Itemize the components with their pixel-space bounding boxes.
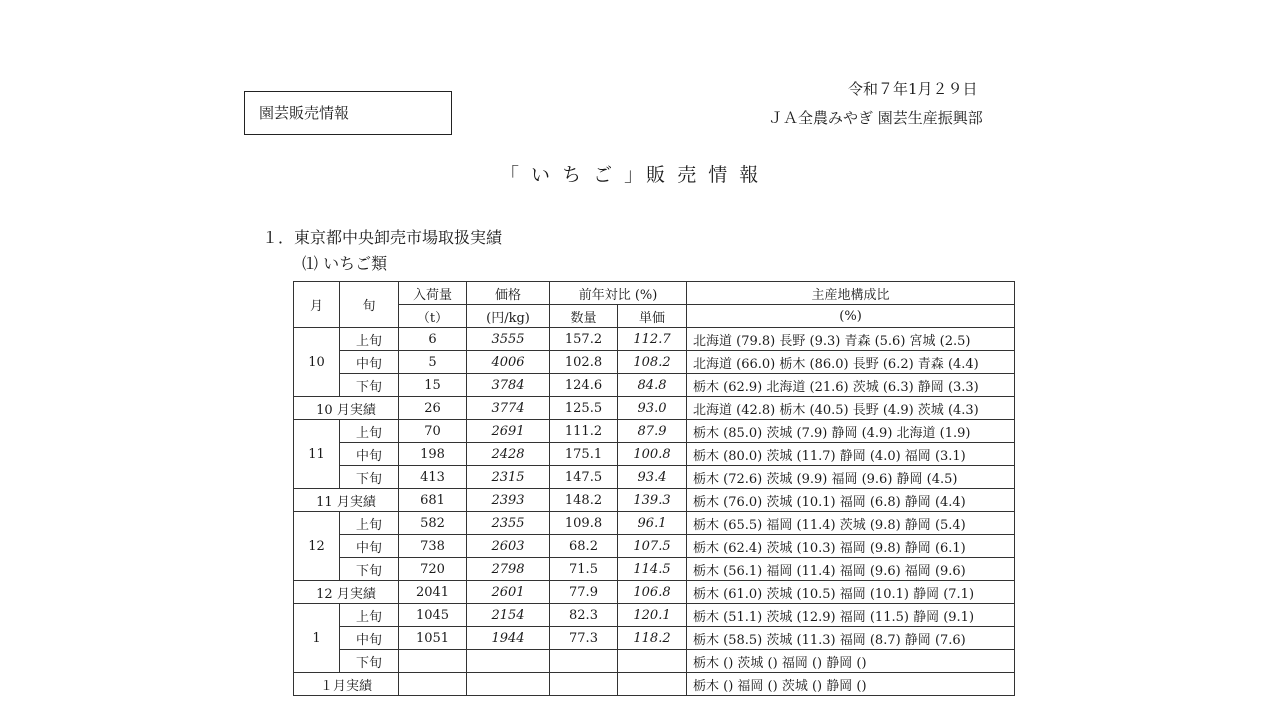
- document-date: 令和７年1月２９日: [848, 80, 978, 98]
- yoy-qty-cell: 109.8: [550, 512, 618, 535]
- table-row: [294, 512, 1015, 535]
- volume-cell: 26: [399, 397, 467, 420]
- section-heading: １．東京都中央卸売市場取扱実績: [262, 228, 503, 247]
- yoy-price-cell: 84.8: [618, 374, 687, 397]
- yoy-price-cell: 114.5: [618, 558, 687, 581]
- total-label-cell: １月実績: [294, 673, 399, 696]
- yoy-price-cell: 107.5: [618, 535, 687, 558]
- header-period: 旬: [340, 282, 399, 328]
- total-row: [294, 489, 1015, 512]
- origin-cell: 栃木 (85.0) 茨城 (7.9) 静岡 (4.9) 北海道 (1.9): [687, 420, 1015, 443]
- yoy-qty-cell: 68.2: [550, 535, 618, 558]
- header-volume: 入荷量: [399, 282, 467, 305]
- period-cell: 下旬: [340, 650, 399, 673]
- yoy-price-cell: 108.2: [618, 351, 687, 374]
- origin-cell: 栃木 (58.5) 茨城 (11.3) 福岡 (8.7) 静岡 (7.6): [687, 627, 1015, 650]
- header-volume-unit: （t）: [399, 305, 467, 328]
- yoy-qty-cell: 147.5: [550, 466, 618, 489]
- price-cell: 1944: [467, 627, 550, 650]
- category-label-box: 園芸販売情報: [244, 91, 452, 135]
- period-cell: 下旬: [340, 558, 399, 581]
- header-month: 月: [294, 282, 340, 328]
- volume-cell: 5: [399, 351, 467, 374]
- table-row: [294, 374, 1015, 397]
- yoy-qty-cell: 71.5: [550, 558, 618, 581]
- origin-cell: 栃木 () 福岡 () 茨城 () 静岡 (): [687, 673, 1015, 696]
- yoy-qty-cell: [550, 650, 618, 673]
- volume-cell: 6: [399, 328, 467, 351]
- yoy-price-cell: 93.0: [618, 397, 687, 420]
- price-cell: 2603: [467, 535, 550, 558]
- volume-cell: 720: [399, 558, 467, 581]
- total-row: [294, 581, 1015, 604]
- table-row: [294, 443, 1015, 466]
- period-cell: 中旬: [340, 351, 399, 374]
- yoy-qty-cell: 175.1: [550, 443, 618, 466]
- volume-cell: 1051: [399, 627, 467, 650]
- month-cell: 1: [294, 604, 340, 673]
- total-row: [294, 397, 1015, 420]
- organization-name: ＪＡ全農みやぎ 園芸生産振興部: [768, 109, 983, 127]
- volume-cell: [399, 650, 467, 673]
- yoy-price-cell: 120.1: [618, 604, 687, 627]
- table-body: [294, 328, 1015, 696]
- price-cell: 3555: [467, 328, 550, 351]
- period-cell: 下旬: [340, 374, 399, 397]
- subsection-heading: ⑴ いちご類: [302, 254, 388, 273]
- period-cell: 上旬: [340, 420, 399, 443]
- header-yoy-price: 単価: [618, 305, 687, 328]
- table-row: [294, 420, 1015, 443]
- table-row: [294, 535, 1015, 558]
- period-cell: 上旬: [340, 512, 399, 535]
- table-row: [294, 604, 1015, 627]
- price-cell: 2154: [467, 604, 550, 627]
- sales-results-table: [293, 281, 1015, 696]
- volume-cell: 413: [399, 466, 467, 489]
- total-label-cell: 11 月実績: [294, 489, 399, 512]
- volume-cell: 738: [399, 535, 467, 558]
- month-cell: 12: [294, 512, 340, 581]
- period-cell: 上旬: [340, 604, 399, 627]
- price-cell: [467, 673, 550, 696]
- yoy-price-cell: [618, 650, 687, 673]
- yoy-price-cell: 118.2: [618, 627, 687, 650]
- origin-cell: 栃木 (56.1) 福岡 (11.4) 福岡 (9.6) 福岡 (9.6): [687, 558, 1015, 581]
- price-cell: 2393: [467, 489, 550, 512]
- origin-cell: 栃木 (62.9) 北海道 (21.6) 茨城 (6.3) 静岡 (3.3): [687, 374, 1015, 397]
- price-cell: [467, 650, 550, 673]
- yoy-qty-cell: 102.8: [550, 351, 618, 374]
- table-row: [294, 558, 1015, 581]
- yoy-qty-cell: 148.2: [550, 489, 618, 512]
- table-row: [294, 466, 1015, 489]
- header-price: 価格: [467, 282, 550, 305]
- period-cell: 上旬: [340, 328, 399, 351]
- origin-cell: 栃木 (80.0) 茨城 (11.7) 静岡 (4.0) 福岡 (3.1): [687, 443, 1015, 466]
- document-title: 「 い ち ご 」販 売 情 報: [500, 164, 762, 186]
- yoy-price-cell: 112.7: [618, 328, 687, 351]
- origin-cell: 栃木 (76.0) 茨城 (10.1) 福岡 (6.8) 静岡 (4.4): [687, 489, 1015, 512]
- price-cell: 2315: [467, 466, 550, 489]
- volume-cell: 15: [399, 374, 467, 397]
- volume-cell: 681: [399, 489, 467, 512]
- price-cell: 2601: [467, 581, 550, 604]
- header-price-unit: (円/kg): [467, 305, 550, 328]
- yoy-price-cell: 93.4: [618, 466, 687, 489]
- header-yoy: 前年対比 (%): [550, 282, 687, 305]
- price-cell: 4006: [467, 351, 550, 374]
- yoy-price-cell: 87.9: [618, 420, 687, 443]
- origin-cell: 北海道 (79.8) 長野 (9.3) 青森 (5.6) 宮城 (2.5): [687, 328, 1015, 351]
- yoy-price-cell: 139.3: [618, 489, 687, 512]
- month-cell: 11: [294, 420, 340, 489]
- yoy-price-cell: 100.8: [618, 443, 687, 466]
- price-cell: 3784: [467, 374, 550, 397]
- period-cell: 中旬: [340, 627, 399, 650]
- yoy-price-cell: 96.1: [618, 512, 687, 535]
- volume-cell: 198: [399, 443, 467, 466]
- yoy-qty-cell: 157.2: [550, 328, 618, 351]
- price-cell: 2798: [467, 558, 550, 581]
- yoy-qty-cell: [550, 673, 618, 696]
- origin-cell: 栃木 () 茨城 () 福岡 () 静岡 (): [687, 650, 1015, 673]
- period-cell: 下旬: [340, 466, 399, 489]
- yoy-qty-cell: 77.3: [550, 627, 618, 650]
- header-yoy-qty: 数量: [550, 305, 618, 328]
- volume-cell: [399, 673, 467, 696]
- yoy-qty-cell: 82.3: [550, 604, 618, 627]
- table-row: [294, 627, 1015, 650]
- yoy-qty-cell: 77.9: [550, 581, 618, 604]
- volume-cell: 70: [399, 420, 467, 443]
- origin-cell: 北海道 (42.8) 栃木 (40.5) 長野 (4.9) 茨城 (4.3): [687, 397, 1015, 420]
- header-origin: 主産地構成比: [687, 282, 1015, 305]
- yoy-price-cell: 106.8: [618, 581, 687, 604]
- price-cell: 3774: [467, 397, 550, 420]
- header-origin-unit: (%): [687, 305, 1015, 328]
- total-row: [294, 673, 1015, 696]
- volume-cell: 1045: [399, 604, 467, 627]
- price-cell: 2428: [467, 443, 550, 466]
- origin-cell: 栃木 (51.1) 茨城 (12.9) 福岡 (11.5) 静岡 (9.1): [687, 604, 1015, 627]
- yoy-qty-cell: 111.2: [550, 420, 618, 443]
- origin-cell: 栃木 (61.0) 茨城 (10.5) 福岡 (10.1) 静岡 (7.1): [687, 581, 1015, 604]
- period-cell: 中旬: [340, 535, 399, 558]
- table-row: [294, 328, 1015, 351]
- period-cell: 中旬: [340, 443, 399, 466]
- yoy-qty-cell: 125.5: [550, 397, 618, 420]
- yoy-price-cell: [618, 673, 687, 696]
- origin-cell: 栃木 (72.6) 茨城 (9.9) 福岡 (9.6) 静岡 (4.5): [687, 466, 1015, 489]
- yoy-qty-cell: 124.6: [550, 374, 618, 397]
- price-cell: 2691: [467, 420, 550, 443]
- table-row: [294, 351, 1015, 374]
- origin-cell: 栃木 (62.4) 茨城 (10.3) 福岡 (9.8) 静岡 (6.1): [687, 535, 1015, 558]
- volume-cell: 2041: [399, 581, 467, 604]
- volume-cell: 582: [399, 512, 467, 535]
- total-label-cell: 10 月実績: [294, 397, 399, 420]
- origin-cell: 北海道 (66.0) 栃木 (86.0) 長野 (6.2) 青森 (4.4): [687, 351, 1015, 374]
- origin-cell: 栃木 (65.5) 福岡 (11.4) 茨城 (9.8) 静岡 (5.4): [687, 512, 1015, 535]
- table-row: [294, 650, 1015, 673]
- price-cell: 2355: [467, 512, 550, 535]
- total-label-cell: 12 月実績: [294, 581, 399, 604]
- month-cell: 10: [294, 328, 340, 397]
